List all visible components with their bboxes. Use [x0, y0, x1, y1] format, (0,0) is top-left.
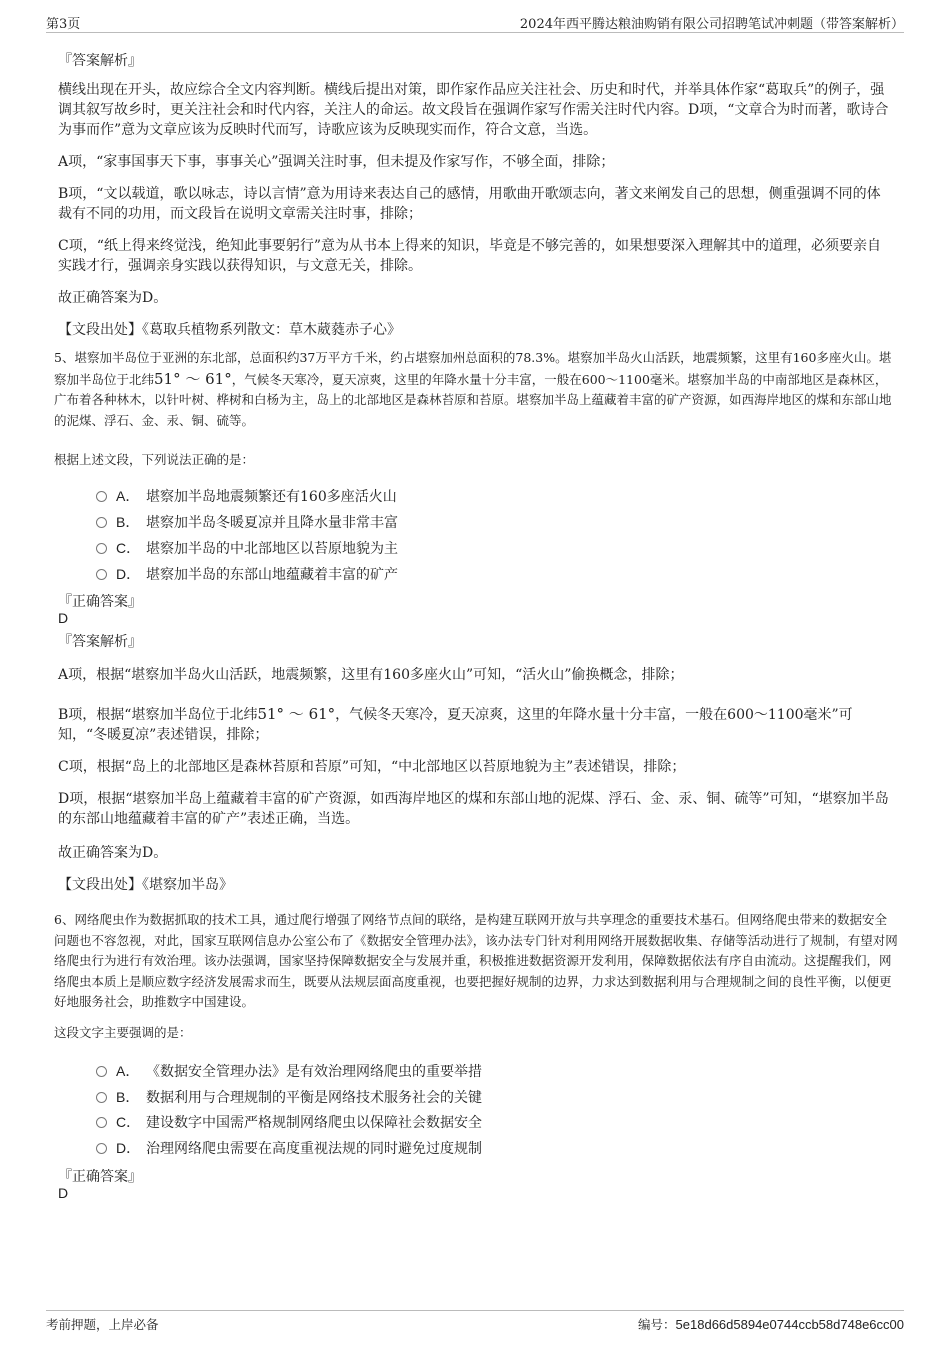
latitude-range: 51° ～ 61° — [257, 705, 336, 723]
document-title: 2024年西平腾达粮油购销有限公司招聘笔试冲刺题（带答案解析） — [519, 17, 904, 32]
correct-answer-label: 『正确答案』 — [58, 1169, 142, 1185]
option-d[interactable]: D． 治理网络爬虫需要在高度重视法规的同时避免过度规制 — [96, 1138, 482, 1158]
analysis-paragraph: A项，“家事国事天下事，事事关心”强调关注时事，但未提及作家写作，不够全面，排除； — [58, 154, 615, 170]
radio-icon[interactable] — [96, 1143, 107, 1154]
analysis-paragraph: C项，根据“岛上的北部地区是森林苔原和苔原”可知，“中北部地区以苔原地貌为主”表述错误，排除； — [58, 759, 686, 775]
question-6-prompt: 这段文字主要强调的是： — [54, 1025, 192, 1040]
document-code: 编号：5e18d66d5894e0744ccb58d748e6cc00 — [638, 1317, 904, 1332]
analysis-paragraph: 横线出现在开头，故应综合全文内容判断。横线后提出对策，即作家作品应关注社会、历史和时代，并举具体作家“葛取兵”的例子，强调其叙写故乡时，更关注社会和时代内容，关注人的命运。故文段旨在强调作家写作需关注时代内容。D项，“文章合为时而著，歌诗合为事而作”意为文章应该为反映时代而写，诗歌应该为反映现实而作，符合文意，当选。 — [58, 82, 889, 138]
footer-slogan: 考前押题，上岸必备 — [46, 1317, 159, 1332]
correct-answer-value: D — [58, 1185, 69, 1201]
radio-icon[interactable] — [96, 543, 107, 554]
option-a[interactable]: A． 《数据安全管理办法》是有效治理网络爬虫的重要举措 — [96, 1061, 482, 1081]
source-citation: 【文段出处】《葛取兵植物系列散文：草木葳蕤赤子心》 — [58, 322, 401, 338]
option-b[interactable]: B． 堪察加半岛冬暖夏凉并且降水量非常丰富 — [96, 512, 398, 532]
analysis-paragraph: C项，“纸上得来终觉浅，绝知此事要躬行”意为从书本上得来的知识，毕竟是不够完善的，如果想要深入理解其中的道理，必须要亲自实践才行，强调亲身实践以获得知识，与文意无关，排除。 — [58, 238, 882, 274]
question-5-prompt: 根据上述文段，下列说法正确的是： — [54, 452, 255, 467]
analysis-paragraph: A项，根据“堪察加半岛火山活跃，地震频繁，这里有160多座火山”可知，“活火山”偷换概念，排除； — [58, 667, 684, 683]
page-header — [46, 10, 904, 33]
radio-icon[interactable] — [96, 517, 107, 528]
option-c[interactable]: C． 堪察加半岛的中北部地区以苔原地貌为主 — [96, 538, 398, 558]
option-a[interactable]: A． 堪察加半岛地震频繁还有160多座活火山 — [96, 486, 397, 506]
question-6-stem: 6、网络爬虫作为数据抓取的技术工具，通过爬行增强了网络节点间的联络，是构建互联网开放与共享理念的重要技术基石。但网络爬虫带来的数据安全问题也不容忽视，对此，国家互联网信息办公室公布了《数据安全管理办法》，该办法专门针对利用网络开展数据收集、存储等活动进行了规制，有望对网络爬虫行为进行有效治理。该办法强调，国家坚持保障数据安全与发展并重，积极推进数据资源开发利用，保障数据依法有序自由流动。这提醒我们，网络爬虫本质上是顺应数字经济发展需求而生，既要从法规层面高度重视，也要把握好规制的边界，力求达到数据利用与合理规制之间的良性平衡，以便更好地服务社会，助推数字中国建设。 — [54, 912, 898, 1009]
radio-icon[interactable] — [96, 1092, 107, 1103]
radio-icon[interactable] — [96, 491, 107, 502]
correct-answer-statement: 故正确答案为D。 — [58, 845, 168, 861]
correct-answer-label: 『正确答案』 — [58, 594, 142, 610]
correct-answer-statement: 故正确答案为D。 — [58, 290, 168, 306]
option-c[interactable]: C． 建设数字中国需严格规制网络爬虫以保障社会数据安全 — [96, 1112, 482, 1132]
question-5-stem: 5、堪察加半岛位于亚洲的东北部，总面积约37万平方千米，约占堪察加州总面积的78.3%。堪察加半岛火山活跃，地震频繁，这里有160多座火山。堪察加半岛位于北纬51° ～ 61°，气候冬天寒冷，夏天凉爽，这里的年降水量十分丰富，一般在600～1100毫米。堪察加半岛的中南部地区是森林区，广布着各种林木，以针叶树、桦树和白杨为主，岛上的北部地区是森林苔原和苔原。堪察加半岛上蕴藏着丰富的矿产资源，如西海岸地区的煤和东部山地的泥煤、浮石、金、汞、铜、硫等。 — [54, 350, 892, 428]
option-d[interactable]: D． 堪察加半岛的东部山地蕴藏着丰富的矿产 — [96, 564, 398, 584]
analysis-label: 『答案解析』 — [58, 634, 142, 650]
radio-icon[interactable] — [96, 569, 107, 580]
analysis-paragraph: B项，根据“堪察加半岛位于北纬51° ～ 61°，气候冬天寒冷，夏天凉爽，这里的年降水量十分丰富，一般在600～1100毫米”可知，“冬暖夏凉”表述错误，排除； — [58, 705, 853, 743]
analysis-paragraph: B项，“文以载道，歌以咏志，诗以言情”意为用诗来表达自己的感情，用歌曲开歌颂志向，著文来阐发自己的思想，侧重强调不同的体裁有不同的功用，而文段旨在说明文章需关注时事，排除； — [58, 186, 881, 222]
correct-answer-value: D — [58, 610, 69, 626]
page-number: 第3页 — [46, 17, 81, 32]
analysis-label: 『答案解析』 — [58, 53, 142, 69]
analysis-paragraph: D项，根据“堪察加半岛上蕴藏着丰富的矿产资源，如西海岸地区的煤和东部山地的泥煤、浮石、金、汞、铜、硫等”可知，“堪察加半岛的东部山地蕴藏着丰富的矿产”表述正确，当选。 — [58, 791, 889, 827]
page-footer — [46, 1310, 904, 1332]
latitude-range: 51° ～ 61° — [154, 369, 232, 388]
option-b[interactable]: B． 数据利用与合理规制的平衡是网络技术服务社会的关键 — [96, 1087, 482, 1107]
radio-icon[interactable] — [96, 1066, 107, 1077]
radio-icon[interactable] — [96, 1117, 107, 1128]
source-citation: 【文段出处】《堪察加半岛》 — [58, 877, 233, 893]
